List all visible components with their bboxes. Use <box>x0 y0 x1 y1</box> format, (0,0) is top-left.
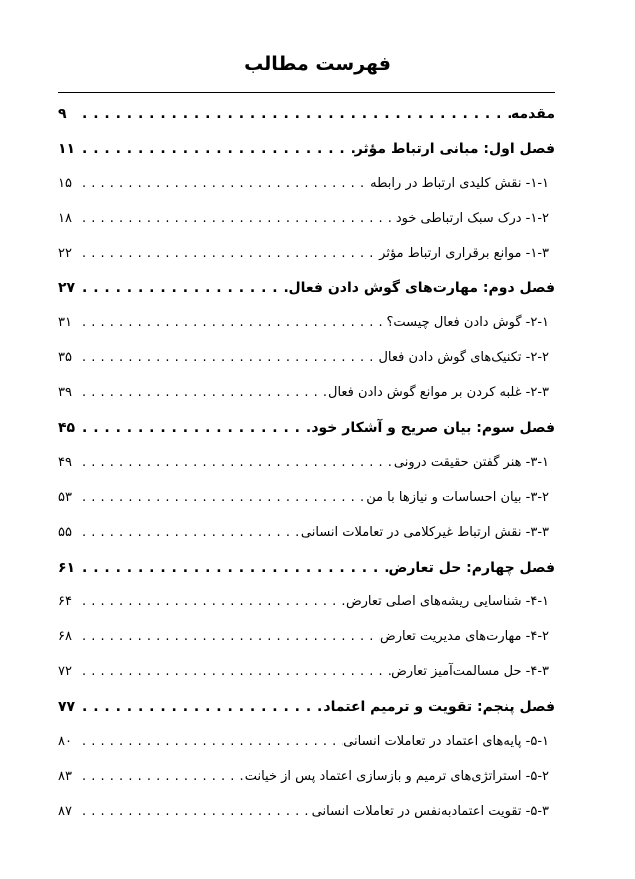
leader-dots <box>80 97 511 132</box>
toc-entry <box>58 690 555 725</box>
leader-dots <box>80 620 380 655</box>
toc-entry-page: ۲۷ <box>58 280 76 297</box>
toc-entry-page: ۴۵ <box>58 420 76 437</box>
leader-dots <box>80 516 301 551</box>
toc-entry <box>58 446 555 481</box>
toc-entry-page: ۷۲ <box>58 664 72 680</box>
leader-dots <box>80 655 391 690</box>
leader-dots <box>80 341 378 376</box>
toc-entry-text: ۴-۲- مهارت‌های مدیریت تعارض <box>380 629 549 645</box>
toc-entry-page: ۳۱ <box>58 315 72 331</box>
toc-entry <box>58 132 555 167</box>
toc-entry-text: ۴-۱- شناسایی ریشه‌های اصلی تعارض <box>345 594 549 610</box>
toc-entry <box>58 760 555 795</box>
toc-entry-text: ۱-۲- درک سبک ارتباطی خود <box>395 210 549 226</box>
toc-entry-text: فصل اول: مبانی ارتباط مؤثر <box>354 140 555 157</box>
toc-entry-text: ۱-۱- نقش کلیدی ارتباط در رابطه <box>370 175 549 191</box>
toc-entry <box>58 411 555 446</box>
toc-entry-text: فصل دوم: مهارت‌های گوش دادن فعال <box>288 280 555 297</box>
toc-entry-page: ۸۰ <box>58 734 72 750</box>
toc-entry-text: ۴-۳- حل مسالمت‌آمیز تعارض <box>391 664 549 680</box>
toc-entry <box>58 551 555 586</box>
toc-entry-text: فصل پنجم: تقویت و ترمیم اعتماد <box>323 699 555 716</box>
page-title: فهرست مطالب <box>244 53 391 75</box>
toc-entry <box>58 202 555 237</box>
toc-entry-text: ۳-۳- نقش ارتباط غیرکلامی در تعاملات انسانی <box>300 524 549 540</box>
toc-entry <box>58 376 555 411</box>
toc-entry-page: ۵۵ <box>58 524 72 540</box>
leader-dots <box>80 481 366 516</box>
toc-entry <box>58 271 555 306</box>
leader-dots <box>80 271 289 306</box>
toc-entry-text: ۱-۳- موانع برقراری ارتباط مؤثر <box>379 245 549 261</box>
table-of-contents <box>58 97 555 830</box>
toc-entry <box>58 97 555 132</box>
toc-entry <box>58 341 555 376</box>
title-divider <box>58 92 555 93</box>
leader-dots <box>80 306 386 341</box>
toc-entry-page: ۶۴ <box>58 594 72 610</box>
toc-entry-page: ۱۵ <box>58 175 72 191</box>
toc-entry <box>58 481 555 516</box>
toc-entry-page: ۹ <box>58 106 67 122</box>
toc-entry <box>58 795 555 830</box>
toc-entry <box>58 167 555 202</box>
toc-entry-text: ۵-۳- تقویت اعتمادبه‌نفس در تعاملات انسانی <box>311 803 549 819</box>
toc-entry-page: ۵۳ <box>58 489 72 505</box>
leader-dots <box>80 725 343 760</box>
toc-entry-text: ۲-۳- غلبه کردن بر موانع گوش دادن فعال <box>328 385 549 401</box>
toc-entry-page: ۸۷ <box>58 803 72 819</box>
toc-entry-text: ۲-۲- تکنیک‌های گوش دادن فعال <box>378 350 549 366</box>
toc-entry-text: ۳-۲- بیان احساسات و نیازها با من <box>366 489 549 505</box>
toc-entry-text: فصل چهارم: حل تعارض <box>388 559 555 576</box>
leader-dots <box>80 446 394 481</box>
toc-entry-page: ۶۸ <box>58 629 72 645</box>
toc-entry <box>58 585 555 620</box>
toc-entry <box>58 306 555 341</box>
toc-entry-page: ۱۸ <box>58 210 72 226</box>
leader-dots <box>80 167 370 202</box>
leader-dots <box>80 551 389 586</box>
toc-entry <box>58 516 555 551</box>
leader-dots <box>80 132 355 167</box>
leader-dots <box>80 690 323 725</box>
leader-dots <box>80 795 312 830</box>
toc-entry-page: ۴۹ <box>58 454 72 470</box>
toc-entry-text: ۵-۲- استراتژی‌های ترمیم و بازسازی اعتماد پس از خیانت <box>244 768 549 784</box>
leader-dots <box>80 237 379 272</box>
toc-entry-page: ۸۳ <box>58 768 72 784</box>
leader-dots <box>80 760 245 795</box>
toc-entry <box>58 620 555 655</box>
toc-entry-page: ۷۷ <box>58 699 76 716</box>
toc-entry-page: ۳۹ <box>58 385 72 401</box>
toc-entry-text: ۲-۱- گوش دادن فعال چیست؟ <box>386 315 549 331</box>
toc-entry <box>58 725 555 760</box>
toc-entry-page: ۶۱ <box>58 559 76 576</box>
toc-entry-page: ۳۵ <box>58 350 72 366</box>
leader-dots <box>80 202 396 237</box>
toc-entry-text: مقدمه <box>511 106 555 122</box>
toc-entry-page: ۲۲ <box>58 245 72 261</box>
toc-entry-text: ۳-۱- هنر گفتن حقیقت درونی <box>393 454 549 470</box>
leader-dots <box>80 585 346 620</box>
leader-dots <box>80 376 328 411</box>
toc-entry-text: فصل سوم: بیان صریح و آشکار خود <box>311 420 555 437</box>
toc-entry-text: ۵-۱- پایه‌های اعتماد در تعاملات انسانی <box>343 734 549 750</box>
toc-entry <box>58 655 555 690</box>
toc-entry <box>58 237 555 272</box>
leader-dots <box>80 411 311 446</box>
toc-entry-page: ۱۱ <box>58 140 76 157</box>
